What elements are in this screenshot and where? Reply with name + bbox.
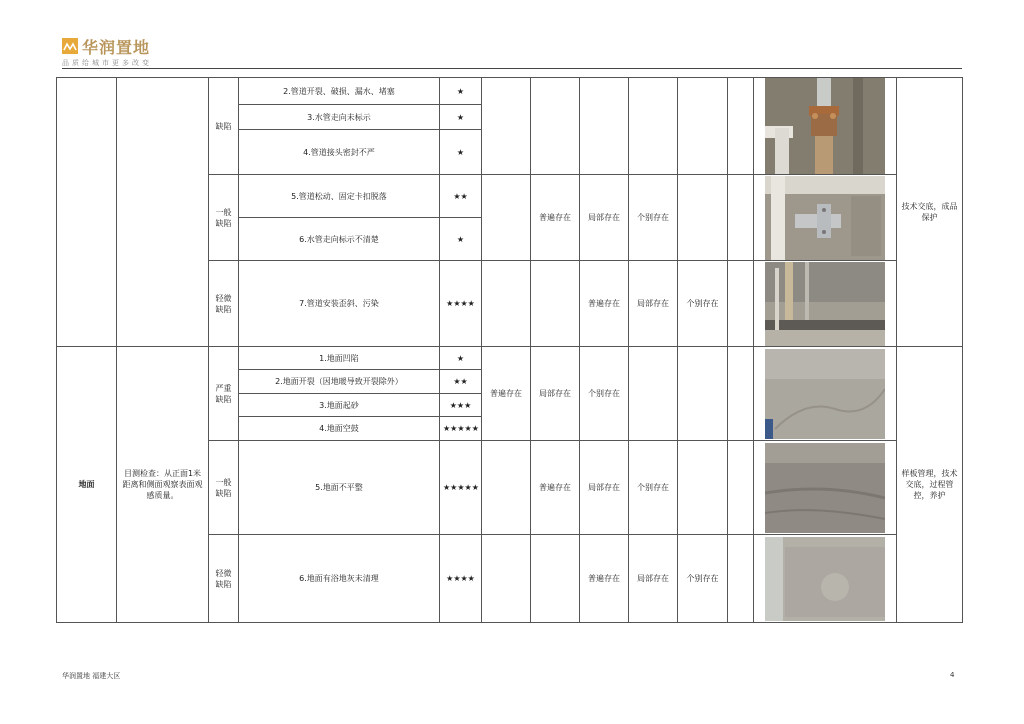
status-cell — [482, 441, 531, 535]
status-individual: 个别存在 — [629, 441, 678, 535]
status-cell — [482, 175, 531, 261]
page-number: 4 — [950, 671, 955, 679]
method-cell — [117, 78, 209, 347]
severity-cell: 缺陷 — [209, 78, 239, 175]
status-individual: 个别存在 — [678, 535, 728, 623]
category-cell: 地面 — [57, 347, 117, 623]
status-cell — [678, 347, 728, 441]
item-cell: 6.地面有浴地灰未清理 — [239, 535, 440, 623]
status-partial: 局部存在 — [629, 535, 678, 623]
severity-cell: 严重缺陷 — [209, 347, 239, 441]
footer-text: 华润置地 福建大区 — [62, 672, 121, 680]
status-cell — [678, 441, 728, 535]
status-cell — [482, 261, 531, 347]
item-cell: 7.管道安装歪斜、污染 — [239, 261, 440, 347]
item-cell: 3.地面起砂 — [239, 394, 440, 417]
spacer-cell — [728, 441, 754, 535]
status-cell — [678, 175, 728, 261]
severity-cell: 一般缺陷 — [209, 175, 239, 261]
status-common: 普遍存在 — [580, 535, 629, 623]
item-cell: 3.水管走向未标示 — [239, 105, 440, 130]
status-cell — [629, 347, 678, 441]
spacer-cell — [728, 535, 754, 623]
status-common: 普遍存在 — [482, 347, 531, 441]
logo-icon — [62, 38, 78, 54]
stars-cell: ★★★★ — [440, 535, 482, 623]
header-divider — [62, 68, 962, 69]
stars-cell: ★ — [440, 130, 482, 175]
stars-cell: ★ — [440, 105, 482, 130]
inspection-table — [56, 77, 963, 623]
spacer-cell — [728, 175, 754, 261]
photo-cell — [754, 347, 897, 441]
status-partial: 局部存在 — [531, 347, 580, 441]
measure-cell: 样板管理，技术交底，过程管控，养护 — [897, 347, 963, 623]
status-common: 普遍存在 — [531, 441, 580, 535]
stars-cell: ★★★★ — [440, 261, 482, 347]
method-cell: 目测检查：从正面1米距离和侧面观察表面观感质量。 — [117, 347, 209, 623]
stars-cell: ★★★★★ — [440, 441, 482, 535]
status-common: 普遍存在 — [531, 175, 580, 261]
pipe-install-photo — [765, 262, 885, 346]
stars-cell: ★★★ — [440, 394, 482, 417]
item-cell: 4.管道接头密封不严 — [239, 130, 440, 175]
category-cell — [57, 78, 117, 347]
status-cell — [678, 78, 728, 175]
brand-name: 华润置地 — [82, 38, 151, 57]
status-cell — [482, 535, 531, 623]
severity-cell: 轻微缺陷 — [209, 261, 239, 347]
severity-cell: 一般缺陷 — [209, 441, 239, 535]
floor-uneven-photo — [765, 443, 885, 533]
spacer-cell — [728, 78, 754, 175]
photo-cell — [754, 535, 897, 623]
stars-cell: ★ — [440, 347, 482, 370]
table-row — [57, 347, 963, 370]
item-cell: 1.地面凹陷 — [239, 347, 440, 370]
status-cell — [531, 535, 580, 623]
item-cell: 2.地面开裂（因地暖导致开裂除外） — [239, 370, 440, 394]
pipe-valve-photo — [765, 78, 885, 174]
item-cell: 4.地面空鼓 — [239, 417, 440, 441]
severity-cell: 轻微缺陷 — [209, 535, 239, 623]
stars-cell: ★★ — [440, 370, 482, 394]
item-cell: 6.水管走向标示不清楚 — [239, 218, 440, 261]
status-cell — [531, 261, 580, 347]
stars-cell: ★★★★★ — [440, 417, 482, 441]
status-cell — [580, 78, 629, 175]
status-individual: 个别存在 — [580, 347, 629, 441]
item-cell: 2.管道开裂、破损、漏水、堵塞 — [239, 78, 440, 105]
status-cell — [629, 78, 678, 175]
spacer-cell — [728, 347, 754, 441]
spacer-cell — [728, 261, 754, 347]
photo-cell — [754, 261, 897, 347]
floor-dust-photo — [765, 537, 885, 621]
status-cell — [531, 78, 580, 175]
photo-cell — [754, 78, 897, 175]
photo-cell — [754, 175, 897, 261]
floor-crack-photo — [765, 349, 885, 439]
status-cell — [482, 78, 531, 175]
stars-cell: ★★ — [440, 175, 482, 218]
status-individual: 个别存在 — [629, 175, 678, 261]
item-cell: 5.管道松动、固定卡扣脱落 — [239, 175, 440, 218]
table-row — [57, 78, 963, 105]
stars-cell: ★ — [440, 78, 482, 105]
photo-cell — [754, 441, 897, 535]
item-cell: 5.地面不平整 — [239, 441, 440, 535]
page-header — [62, 36, 962, 70]
status-common: 普遍存在 — [580, 261, 629, 347]
status-partial: 局部存在 — [629, 261, 678, 347]
status-partial: 局部存在 — [580, 175, 629, 261]
pipe-bracket-photo — [765, 176, 885, 260]
status-partial: 局部存在 — [580, 441, 629, 535]
brand-tagline: 品质给城市更多改变 — [62, 59, 152, 67]
measure-cell: 技术交底，成品保护 — [897, 78, 963, 347]
stars-cell: ★ — [440, 218, 482, 261]
status-individual: 个别存在 — [678, 261, 728, 347]
